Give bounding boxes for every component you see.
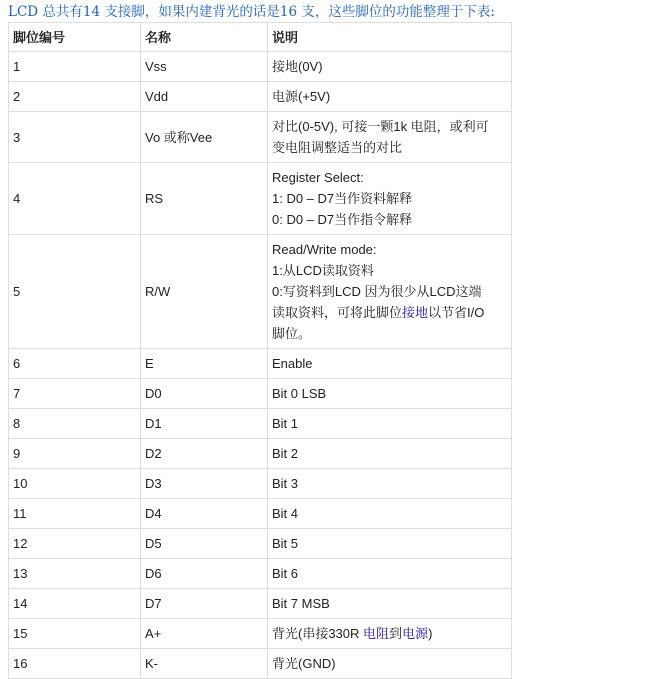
pin-name: R/W	[141, 235, 268, 349]
table-row	[9, 529, 512, 559]
resistor-link[interactable]: 电阻	[363, 626, 390, 641]
pin-name: D1	[141, 409, 268, 439]
pin-number: 15	[9, 619, 141, 649]
pin-desc: Enable	[268, 349, 512, 379]
pin-number: 14	[9, 589, 141, 619]
desc-line: 1: D0 – D7当作资料解释	[272, 191, 413, 206]
table-row	[9, 469, 512, 499]
desc-line: 0:写资料到LCD 因为很少从LCD这端	[272, 284, 482, 299]
pin-number: 4	[9, 163, 141, 235]
pin-number: 13	[9, 559, 141, 589]
pin-number: 16	[9, 649, 141, 679]
header-desc: 说明	[268, 23, 512, 52]
pin-number: 3	[9, 112, 141, 163]
pin-desc: Bit 2	[268, 439, 512, 469]
desc-line: 1:从LCD读取资料	[272, 263, 374, 278]
desc-line: 脚位。	[272, 326, 312, 341]
table-row	[9, 379, 512, 409]
table-row	[9, 349, 512, 379]
table-header-row	[9, 23, 512, 52]
pin-number: 2	[9, 82, 141, 112]
ground-link[interactable]: 接地	[402, 305, 429, 320]
pin-name: D7	[141, 589, 268, 619]
table-row	[9, 589, 512, 619]
desc-text: 到	[389, 626, 403, 641]
pin-table	[8, 22, 512, 679]
table-row	[9, 235, 512, 349]
pin-desc: Bit 3	[268, 469, 512, 499]
pin-desc	[268, 112, 512, 163]
desc-line: Read/Write mode:	[272, 242, 377, 257]
desc-line	[272, 302, 507, 323]
pin-number: 9	[9, 439, 141, 469]
desc-line: 对比(0-5V), 可接一颗1k 电阻，或利可	[272, 119, 489, 134]
pin-desc	[268, 619, 512, 649]
pin-name: D5	[141, 529, 268, 559]
pin-name: D6	[141, 559, 268, 589]
pin-number: 11	[9, 499, 141, 529]
pin-name: D3	[141, 469, 268, 499]
pin-name: D4	[141, 499, 268, 529]
table-row	[9, 82, 512, 112]
table-row	[9, 52, 512, 82]
desc-text: 背光(串接330R	[272, 626, 364, 641]
table-row	[9, 163, 512, 235]
pin-name: Vss	[141, 52, 268, 82]
table-row	[9, 499, 512, 529]
pin-desc: 背光(GND)	[268, 649, 512, 679]
power-link[interactable]: 电源	[402, 626, 429, 641]
pin-name: E	[141, 349, 268, 379]
table-row	[9, 112, 512, 163]
desc-text: 以节省I/O	[428, 305, 485, 320]
desc-text: 读取资料，可将此脚位	[272, 305, 403, 320]
table-row	[9, 439, 512, 469]
pin-name: D0	[141, 379, 268, 409]
desc-line: 0: D0 – D7当作指令解释	[272, 212, 413, 227]
intro-text: LCD 总共有14 支接脚，如果内建背光的话是16 支，这些脚位的功能整理于下表:	[8, 4, 495, 20]
pin-number: 7	[9, 379, 141, 409]
pin-name: RS	[141, 163, 268, 235]
table-row	[9, 409, 512, 439]
pin-desc: Bit 1	[268, 409, 512, 439]
pin-name: A+	[141, 619, 268, 649]
table-row	[9, 559, 512, 589]
pin-desc	[268, 163, 512, 235]
pin-number: 6	[9, 349, 141, 379]
desc-line: 变电阻调整适当的对比	[272, 140, 403, 155]
pin-name: K-	[141, 649, 268, 679]
pin-number: 10	[9, 469, 141, 499]
pin-number: 1	[9, 52, 141, 82]
header-pin: 脚位编号	[9, 23, 141, 52]
pin-desc: Bit 0 LSB	[268, 379, 512, 409]
pin-desc: Bit 7 MSB	[268, 589, 512, 619]
pin-desc: Bit 6	[268, 559, 512, 589]
pin-desc: 电源(+5V)	[268, 82, 512, 112]
desc-line: Register Select:	[272, 170, 364, 185]
pin-number: 12	[9, 529, 141, 559]
pin-desc: 接地(0V)	[268, 52, 512, 82]
pin-name: Vdd	[141, 82, 268, 112]
pin-name: Vo 或称Vee	[141, 112, 268, 163]
pin-name: D2	[141, 439, 268, 469]
pin-desc	[268, 235, 512, 349]
table-row	[9, 649, 512, 679]
pin-desc: Bit 4	[268, 499, 512, 529]
header-name: 名称	[141, 23, 268, 52]
pin-number: 8	[9, 409, 141, 439]
table-row	[9, 619, 512, 649]
pin-desc: Bit 5	[268, 529, 512, 559]
desc-text: )	[428, 626, 433, 641]
pin-number: 5	[9, 235, 141, 349]
